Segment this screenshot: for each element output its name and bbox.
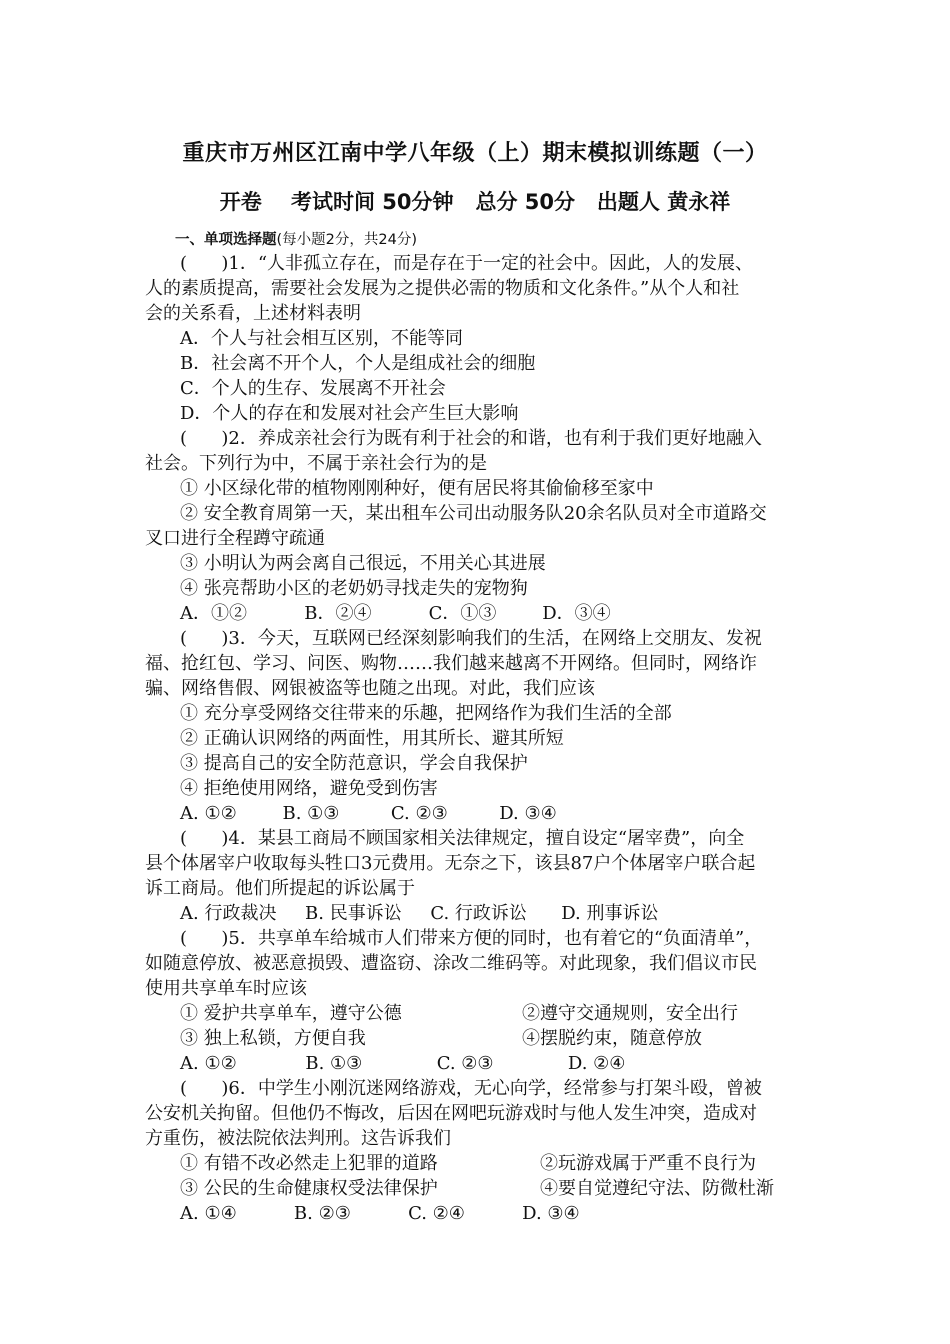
- question-6-statement-4: ④要自觉遵纪守法、防微杜渐: [540, 1178, 774, 1199]
- section-heading: [175, 228, 417, 249]
- question-5-statement-3: ③ 独上私锁，方便自我: [180, 1028, 366, 1049]
- question-2-statement-1: ① 小区绿化带的植物刚刚种好，便有居民将其偷偷移至家中: [180, 478, 654, 499]
- question-4-line: 县个体屠宰户收取每头牲口3元费用。无奈之下，该县87户个体屠宰户联合起: [145, 853, 756, 874]
- question-5-line: ( )5．共享单车给城市人们带来方便的同时，也有着它的“负面清单”，: [180, 928, 763, 949]
- question-2-statement-2: ② 安全教育周第一天，某出租车公司出动服务队20余名队员对全市道路交: [180, 503, 767, 524]
- question-3-line: ( )3．今天，互联网已经深刻影响我们的生活，在网络上交朋友、发祝: [180, 628, 762, 649]
- question-6-options: A. ①④ B. ②③ C. ②④ D. ③④: [180, 1203, 580, 1224]
- question-5-line: 如随意停放、被恶意损毁、遭盗窃、涂改二维码等。对此现象，我们倡议市民: [145, 953, 757, 974]
- question-1-option-a: A．个人与社会相互区别，不能等同: [180, 328, 463, 349]
- question-2-line: 社会。下列行为中，不属于亲社会行为的是: [145, 453, 487, 474]
- page-title: 重庆市万州区江南中学八年级（上）期末模拟训练题（一）: [182, 141, 768, 166]
- question-6-line: 公安机关拘留。但他仍不悔改，后因在网吧玩游戏时与他人发生冲突，造成对: [145, 1103, 757, 1124]
- question-3-statement-2: ② 正确认识网络的两面性，用其所长、避其所短: [180, 728, 564, 749]
- question-6-statement-3: ③ 公民的生命健康权受法律保护: [180, 1178, 438, 1199]
- question-1-line: 人的素质提高，需要社会发展为之提供必需的物质和文化条件。”从个人和社: [145, 278, 740, 299]
- section-note: (每小题2分，共24分): [276, 232, 417, 248]
- exam-info-subtitle: 开卷 考试时间 50分钟 总分 50分 出题人 黄永祥: [219, 190, 731, 214]
- question-4-line: 诉工商局。他们所提起的诉讼属于: [145, 878, 415, 899]
- question-2-options: A．①② B．②④ C．①③ D．③④: [180, 603, 611, 624]
- question-1-option-d: D．个人的存在和发展对社会产生巨大影响: [180, 403, 519, 424]
- question-3-statement-4: ④ 拒绝使用网络，避免受到伤害: [180, 778, 438, 799]
- question-5-statement-1: ① 爱护共享单车，遵守公德: [180, 1003, 402, 1024]
- question-5-line: 使用共享单车时应该: [145, 978, 307, 999]
- question-6-statement-1: ① 有错不改必然走上犯罪的道路: [180, 1153, 438, 1174]
- question-3-statement-1: ① 充分享受网络交往带来的乐趣，把网络作为我们生活的全部: [180, 703, 672, 724]
- question-6-line: ( )6．中学生小刚沉迷网络游戏，无心向学，经常参与打架斗殴，曾被: [180, 1078, 762, 1099]
- question-3-line: 福、抢红包、学习、问医、购物……我们越来越离不开网络。但同时，网络诈: [145, 653, 757, 674]
- question-5-options: A. ①② B. ①③ C. ②③ D. ②④: [180, 1053, 626, 1074]
- question-1-line: 会的关系看，上述材料表明: [145, 303, 361, 324]
- question-3-options: A. ①② B. ①③ C. ②③ D. ③④: [180, 803, 557, 824]
- question-2-statement-4: ④ 张亮帮助小区的老奶奶寻找走失的宠物狗: [180, 578, 528, 599]
- question-2-line: ( )2．养成亲社会行为既有利于社会的和谐，也有利于我们更好地融入: [180, 428, 762, 449]
- question-6-line: 方重伤，被法院依法判刑。这告诉我们: [145, 1128, 451, 1149]
- question-4-line: ( )4．某县工商局不顾国家相关法律规定，擅自设定“屠宰费”，向全: [180, 828, 745, 849]
- question-3-statement-3: ③ 提高自己的安全防范意识，学会自我保护: [180, 753, 528, 774]
- question-5-statement-4: ④摆脱约束，随意停放: [522, 1028, 702, 1049]
- question-6-statement-2: ②玩游戏属于严重不良行为: [540, 1153, 756, 1174]
- question-5-statement-2: ②遵守交通规则，安全出行: [522, 1003, 738, 1024]
- question-2-statement-2-cont: 叉口进行全程蹲守疏通: [145, 528, 325, 549]
- question-1-line: ( )1．“人非孤立存在，而是存在于一定的社会中。因此，人的发展、: [180, 253, 754, 274]
- question-2-statement-3: ③ 小明认为两会离自己很远，不用关心其进展: [180, 553, 546, 574]
- question-4-options: A. 行政裁决 B. 民事诉讼 C. 行政诉讼 D. 刑事诉讼: [180, 903, 659, 924]
- question-1-option-c: C．个人的生存、发展离不开社会: [180, 378, 446, 399]
- question-3-line: 骗、网络售假、网银被盗等也随之出现。对此，我们应该: [145, 678, 595, 699]
- section-title: 一、单项选择题: [175, 232, 277, 248]
- question-1-option-b: B．社会离不开个人，个人是组成社会的细胞: [180, 353, 536, 374]
